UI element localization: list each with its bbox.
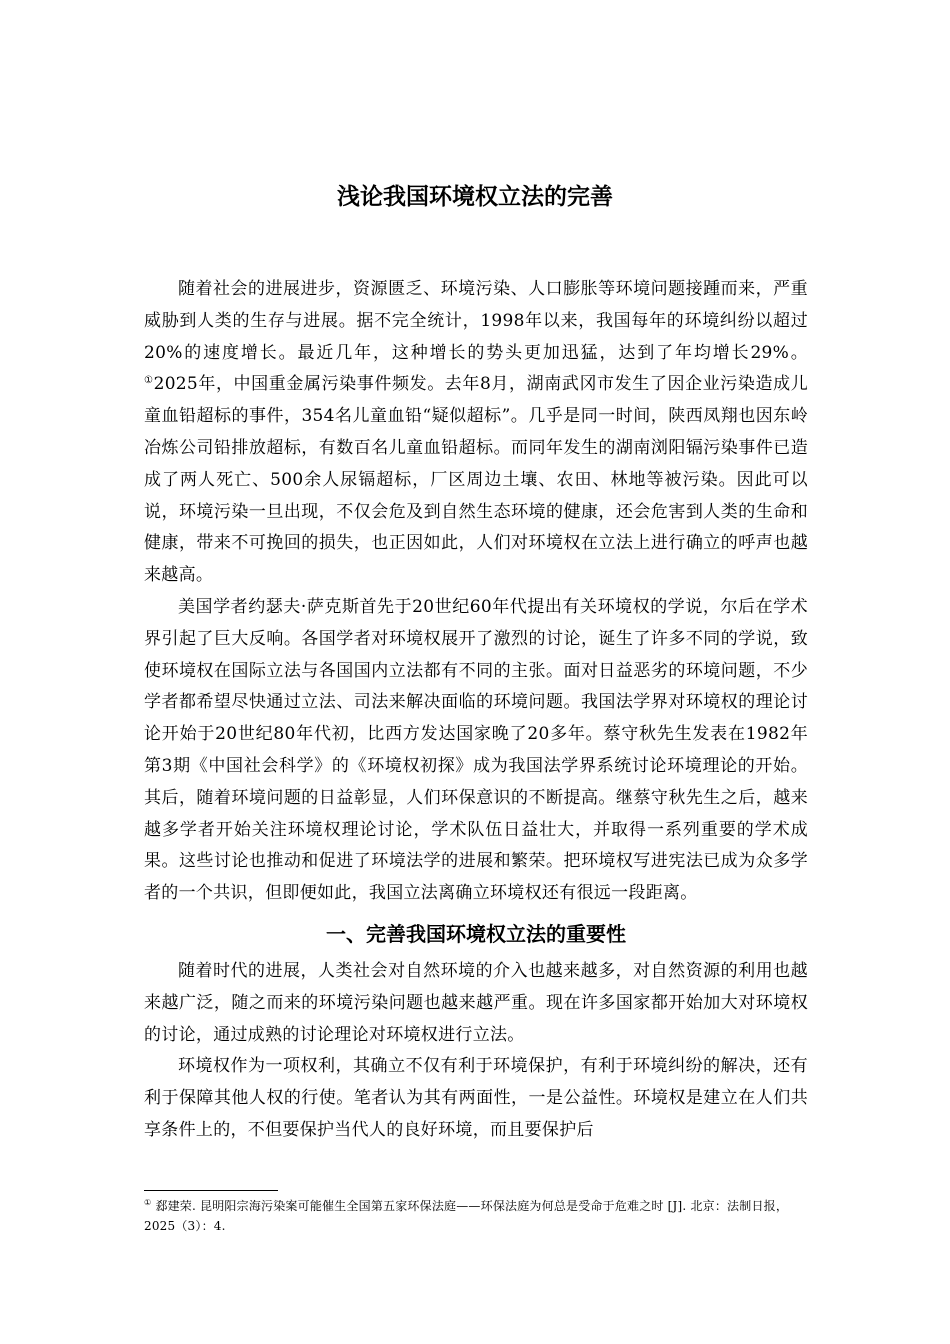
footnote-marker: ① [144, 1198, 152, 1207]
document-title: 浅论我国环境权立法的完善 [337, 184, 613, 210]
footnote-separator [144, 1190, 278, 1191]
footnote-reference-marker[interactable]: ① [144, 375, 154, 387]
section-paragraph-1: 随着时代的进展，人类社会对自然环境的介入也越来越多，对自然资源的利用也越来越广泛，随之而来的环境污染问题也越来越严重。现在许多国家都开始加大对环境权的讨论，通过成熟的讨论理论对环境权进行立法。 [144, 960, 808, 1045]
paragraph-background: 美国学者约瑟夫·萨克斯首先于20世纪60年代提出有关环境权的学说，尔后在学术界引起了巨大反响。各国学者对环境权展开了激烈的讨论，诞生了许多不同的学说，致使环境权在国际立法与各国国内立法都有不同的主张。面对日益恶劣的环境问题，不少学者都希望尽快通过立法、司法来解决面临的环境问题。我国法学界对环境权的理论讨论开始于20世纪80年代初，比西方发达国家晚了20多年。蔡守秋先生发表在1982年第3期《中国社会科学》的《环境权初探》成为我国法学界系统讨论环境理论的开始。其后，随着环境问题的日益彰显，人们环保意识的不断提高。继蔡守秋先生之后，越来越多学者开始关注环境权理论讨论，学术队伍日益壮大，并取得一系列重要的学术成果。这些讨论也推动和促进了环境法学的进展和繁荣。把环境权写进宪法已成为众多学者的一个共识，但即便如此，我国立法离确立环境权还有很远一段距离。 [144, 596, 808, 904]
paragraph-intro [144, 274, 808, 592]
document-body [144, 274, 808, 1147]
footnote [144, 1196, 808, 1236]
paragraph-intro-continuation: 2025年，中国重金属污染事件频发。去年8月，湖南武冈市发生了因企业污染造成儿童血铅超标的事件，354名儿童血铅“疑似超标”。几乎是同一时间，陕西凤翔也因东岭冶炼公司铅排放超标，有数百名儿童血铅超标。而同年发生的湖南浏阳镉污染事件已造成了两人死亡、500余人尿镉超标，厂区周边土壤、农田、林地等被污染。因此可以说，环境污染一旦出现，不仅会危及到自然生态环境的健康，还会危害到人类的生命和健康，带来不可挽回的损失，也正因如此，人们对环境权在立法上进行确立的呼声也越来越高。 [144, 374, 809, 586]
section-paragraph-2: 环境权作为一项权利，其确立不仅有利于环境保护，有利于环境纠纷的解决，还有利于保障其他人权的行使。笔者认为其有两面性，一是公益性。环境权是建立在人们共享条件上的，不但要保护当代人的良好环境，而且要保护后 [144, 1056, 808, 1140]
paragraph-intro-text: 随着社会的进展进步，资源匮乏、环境污染、人口膨胀等环境问题接踵而来，严重威胁到人类的生存与进展。据不完全统计，1998年以来，我国每年的环境纠纷以超过20%的速度增长。最近几年，这种增长的势头更加迅猛，达到了年均增长29%。 [144, 279, 808, 363]
footnote-text: 郄建荣. 昆明阳宗海污染案可能催生全国第五家环保法庭——环保法庭为何总是受命于危难之时 [J]. 北京：法制日报，2025（3）：4. [144, 1199, 789, 1233]
section-heading: 一、完善我国环境权立法的重要性 [326, 921, 626, 946]
